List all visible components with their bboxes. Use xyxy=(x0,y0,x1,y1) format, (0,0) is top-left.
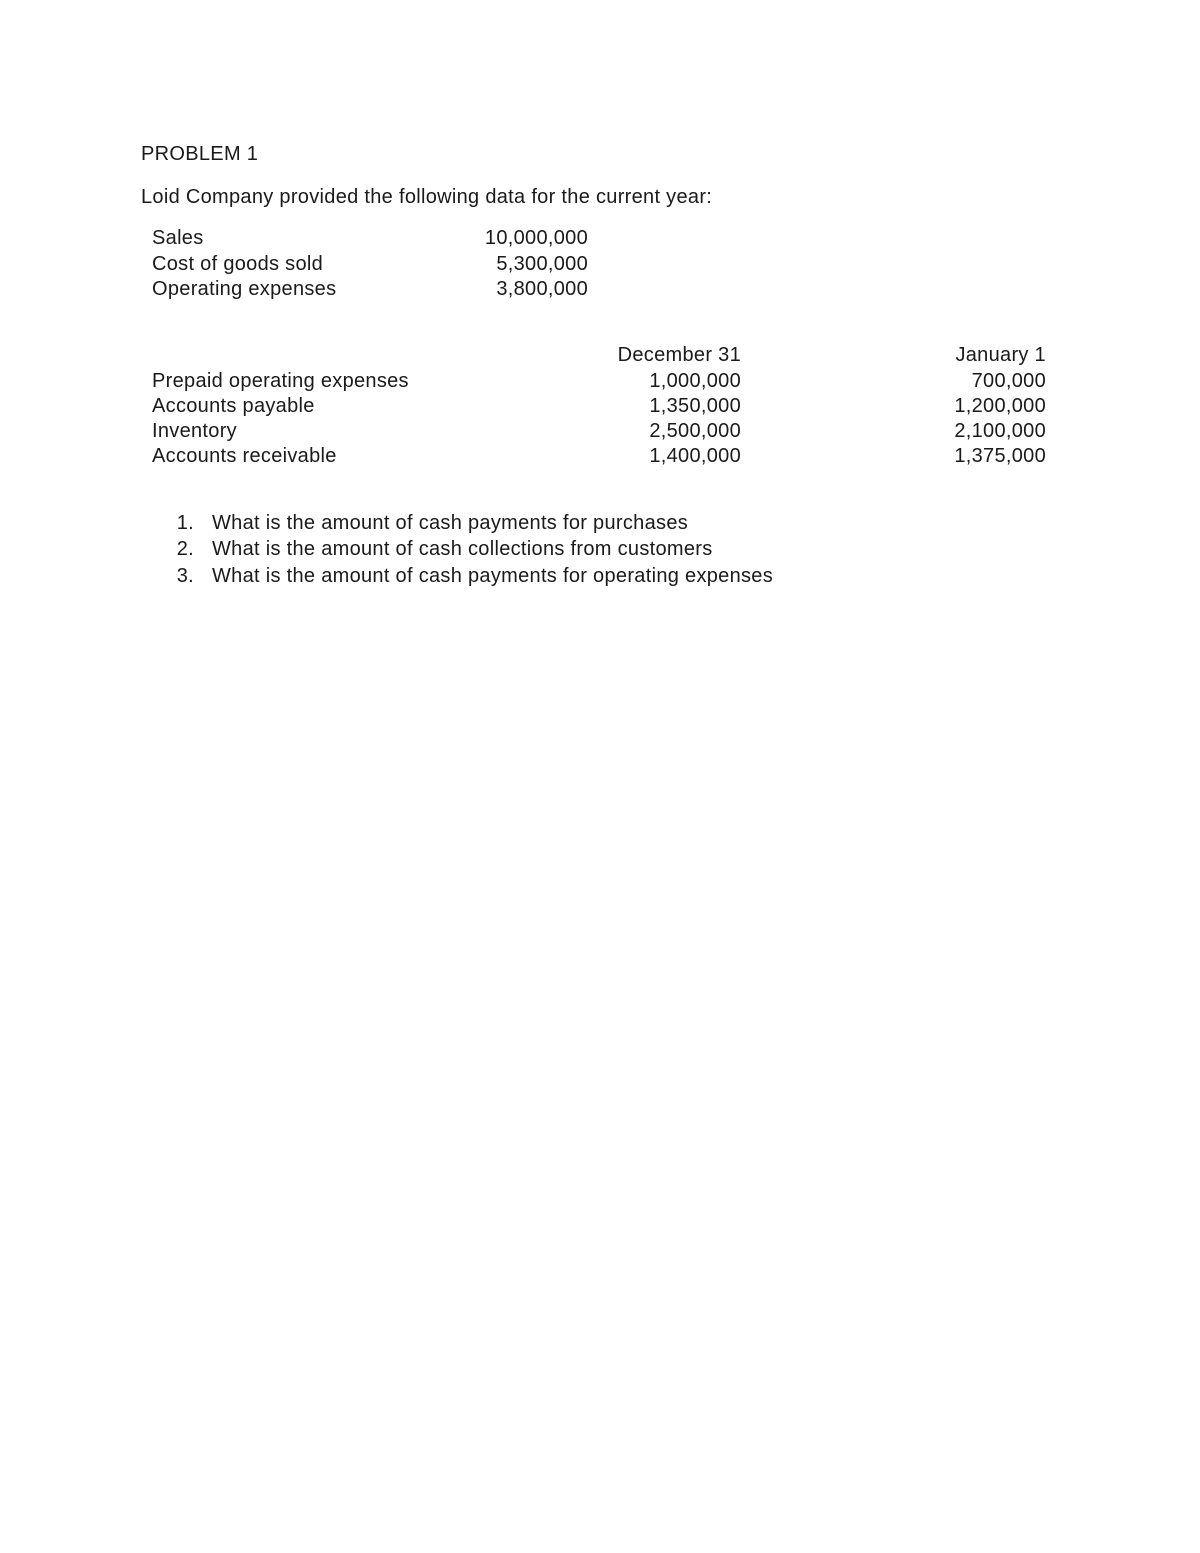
table-row-dec: 2,500,000 xyxy=(649,420,741,442)
question-text: What is the amount of cash payments for purchases xyxy=(212,512,689,534)
question-number: 1. xyxy=(176,512,194,534)
income-label-cogs: Cost of goods sold xyxy=(152,253,324,275)
table-row-label: Prepaid operating expenses xyxy=(152,370,409,392)
balance-header-jan: January 1 xyxy=(955,344,1046,366)
income-value-sales: 10,000,000 xyxy=(484,227,588,249)
intro-text: Loid Company provided the following data for the current year: xyxy=(141,186,713,208)
question-text: What is the amount of cash payments for operating expenses xyxy=(212,565,774,587)
income-value-cogs: 5,300,000 xyxy=(496,253,588,275)
table-row-dec: 1,400,000 xyxy=(649,445,741,467)
question-text: What is the amount of cash collections from customers xyxy=(212,538,713,560)
income-label-opex: Operating expenses xyxy=(152,278,337,300)
table-row-jan: 1,200,000 xyxy=(954,395,1046,417)
table-row-dec: 1,350,000 xyxy=(649,395,741,417)
table-row-label: Inventory xyxy=(152,420,237,442)
question-number: 3. xyxy=(176,565,194,587)
table-row-jan: 1,375,000 xyxy=(954,445,1046,467)
table-row-label: Accounts payable xyxy=(152,395,315,417)
table-row-jan: 700,000 xyxy=(971,370,1046,392)
income-value-opex: 3,800,000 xyxy=(496,278,588,300)
balance-header-dec: December 31 xyxy=(617,344,741,366)
table-row-label: Accounts receivable xyxy=(152,445,337,467)
table-row-dec: 1,000,000 xyxy=(649,370,741,392)
table-row-jan: 2,100,000 xyxy=(954,420,1046,442)
income-label-sales: Sales xyxy=(152,227,204,249)
problem-title: PROBLEM 1 xyxy=(141,143,259,165)
question-number: 2. xyxy=(176,538,194,560)
